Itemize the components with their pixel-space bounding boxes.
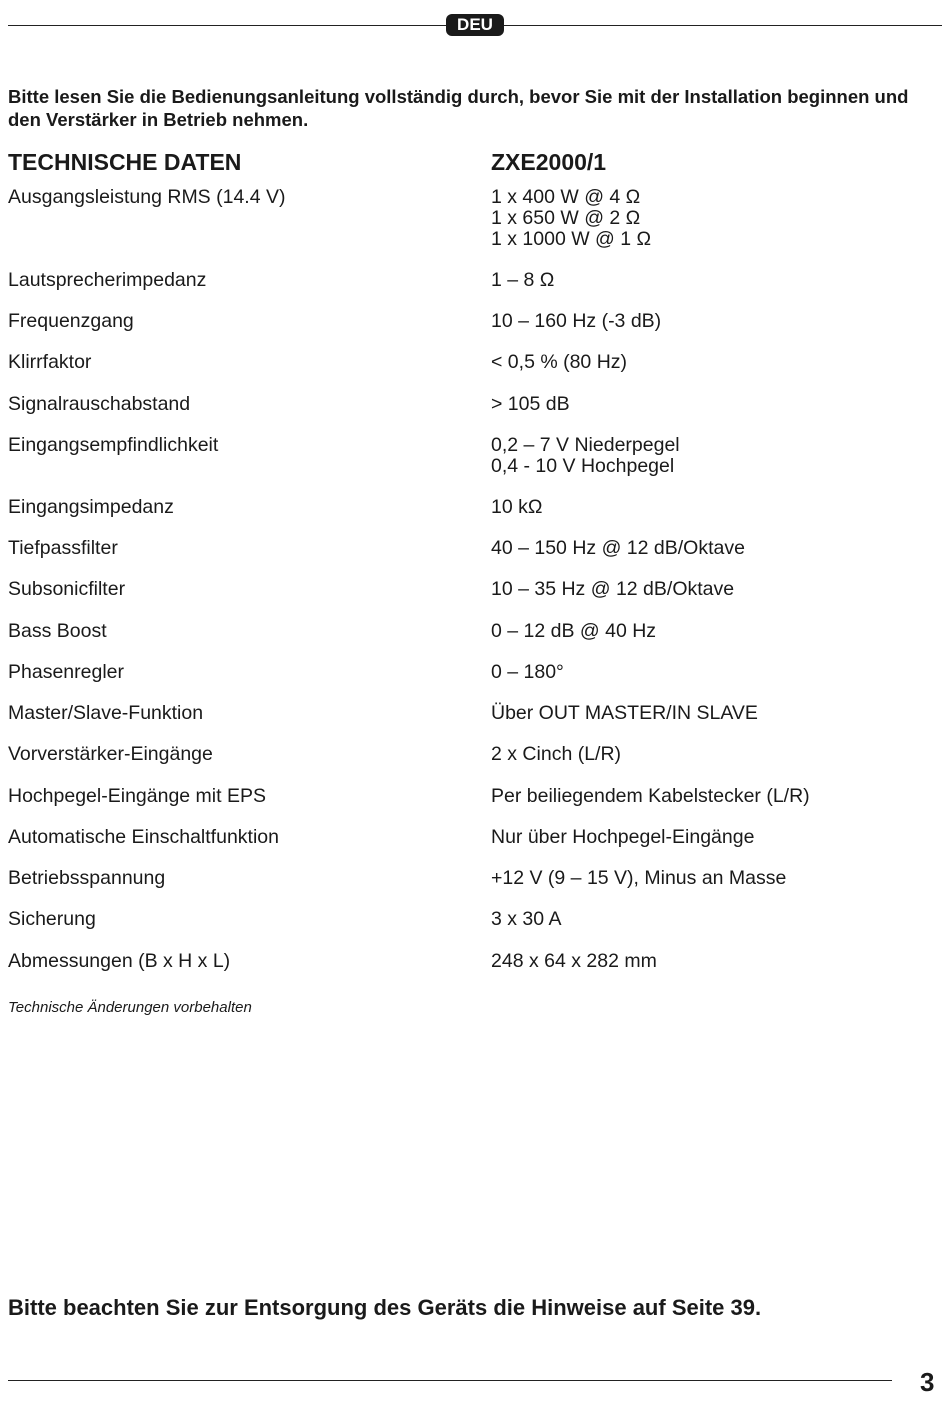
- spec-value-line: Per beiliegendem Kabelstecker (L/R): [491, 785, 810, 807]
- spec-value-line: 1 x 1000 W @ 1 Ω: [491, 228, 652, 250]
- spec-label: Master/Slave-Funktion: [8, 702, 204, 724]
- spec-label: Tiefpassfilter: [8, 537, 118, 559]
- spec-label: Automatische Einschaltfunktion: [8, 826, 279, 848]
- intro-text: Bitte lesen Sie die Bedienungsanleitung vollständig durch, bevor Sie mit der Installation beginnen und den Verstärker in Betrieb nehmen.: [8, 86, 909, 130]
- model-heading: ZXE2000/1: [491, 149, 607, 175]
- language-badge: DEU: [446, 14, 504, 36]
- page-number: 3: [920, 1367, 935, 1397]
- spec-value: [491, 868, 786, 889]
- specs-heading: TECHNISCHE DATEN: [8, 149, 242, 175]
- spec-value-line: 10 – 160 Hz (-3 dB): [491, 310, 662, 332]
- spec-value-line: Über OUT MASTER/IN SLAVE: [491, 702, 758, 724]
- spec-value-line: 3 x 30 A: [491, 908, 562, 930]
- spec-value: [491, 394, 570, 415]
- spec-value: [491, 311, 661, 332]
- footnote: Technische Änderungen vorbehalten: [8, 999, 252, 1016]
- spec-value-line: 10 – 35 Hz @ 12 dB/Oktave: [491, 578, 735, 600]
- spec-label: Phasenregler: [8, 661, 124, 683]
- spec-value-line: 0 – 12 dB @ 40 Hz: [491, 620, 657, 642]
- spec-label: Vorverstärker-Eingänge: [8, 743, 213, 765]
- spec-label: Lautsprecherimpedanz: [8, 269, 207, 291]
- spec-value: [491, 621, 656, 642]
- spec-value: [491, 909, 561, 930]
- bottom-divider: [8, 1380, 892, 1381]
- spec-value: [491, 270, 554, 291]
- spec-value: [491, 579, 734, 600]
- spec-value-line: 10 kΩ: [491, 496, 543, 518]
- spec-value-line: +12 V (9 – 15 V), Minus an Masse: [491, 867, 787, 889]
- spec-value: [491, 951, 657, 972]
- spec-label: Abmessungen (B x H x L): [8, 950, 231, 972]
- spec-value-line: < 0,5 % (80 Hz): [491, 351, 628, 373]
- spec-label: Frequenzgang: [8, 310, 134, 332]
- spec-value-line: 1 x 650 W @ 2 Ω: [491, 207, 641, 229]
- disposal-note: Bitte beachten Sie zur Entsorgung des Geräts die Hinweise auf Seite 39.: [8, 1295, 762, 1320]
- spec-value: [491, 497, 542, 518]
- spec-value-line: > 105 dB: [491, 393, 570, 415]
- spec-label: Eingangsimpedanz: [8, 496, 174, 518]
- spec-value: [491, 827, 754, 848]
- spec-value-line: 1 x 400 W @ 4 Ω: [491, 186, 641, 208]
- spec-value: [491, 744, 621, 765]
- spec-value-line: 40 – 150 Hz @ 12 dB/Oktave: [491, 537, 745, 559]
- spec-label: Hochpegel-Eingänge mit EPS: [8, 785, 266, 807]
- spec-value: [491, 187, 651, 250]
- spec-value-line: 0,4 - 10 V Hochpegel: [491, 455, 675, 477]
- spec-value-line: 1 – 8 Ω: [491, 269, 555, 291]
- spec-value: [491, 352, 627, 373]
- spec-value-line: 0,2 – 7 V Niederpegel: [491, 434, 680, 456]
- spec-label: Subsonicfilter: [8, 578, 126, 600]
- spec-label: Signalrauschabstand: [8, 393, 191, 415]
- spec-value: [491, 703, 758, 724]
- spec-label: Ausgangsleistung RMS (14.4 V): [8, 186, 286, 208]
- spec-value-line: 248 x 64 x 282 mm: [491, 950, 657, 972]
- spec-label: Sicherung: [8, 908, 96, 930]
- spec-value-line: Nur über Hochpegel-Eingänge: [491, 826, 755, 848]
- spec-value-line: 2 x Cinch (L/R): [491, 743, 622, 765]
- spec-label: Klirrfaktor: [8, 351, 92, 373]
- spec-label: Eingangsempfindlichkeit: [8, 434, 219, 456]
- spec-value: [491, 538, 745, 559]
- spec-label: Betriebsspannung: [8, 867, 166, 889]
- spec-value: [491, 786, 810, 807]
- spec-value-line: 0 – 180°: [491, 661, 564, 683]
- spec-value: [491, 435, 680, 477]
- spec-value: [491, 662, 564, 683]
- spec-label: Bass Boost: [8, 620, 107, 642]
